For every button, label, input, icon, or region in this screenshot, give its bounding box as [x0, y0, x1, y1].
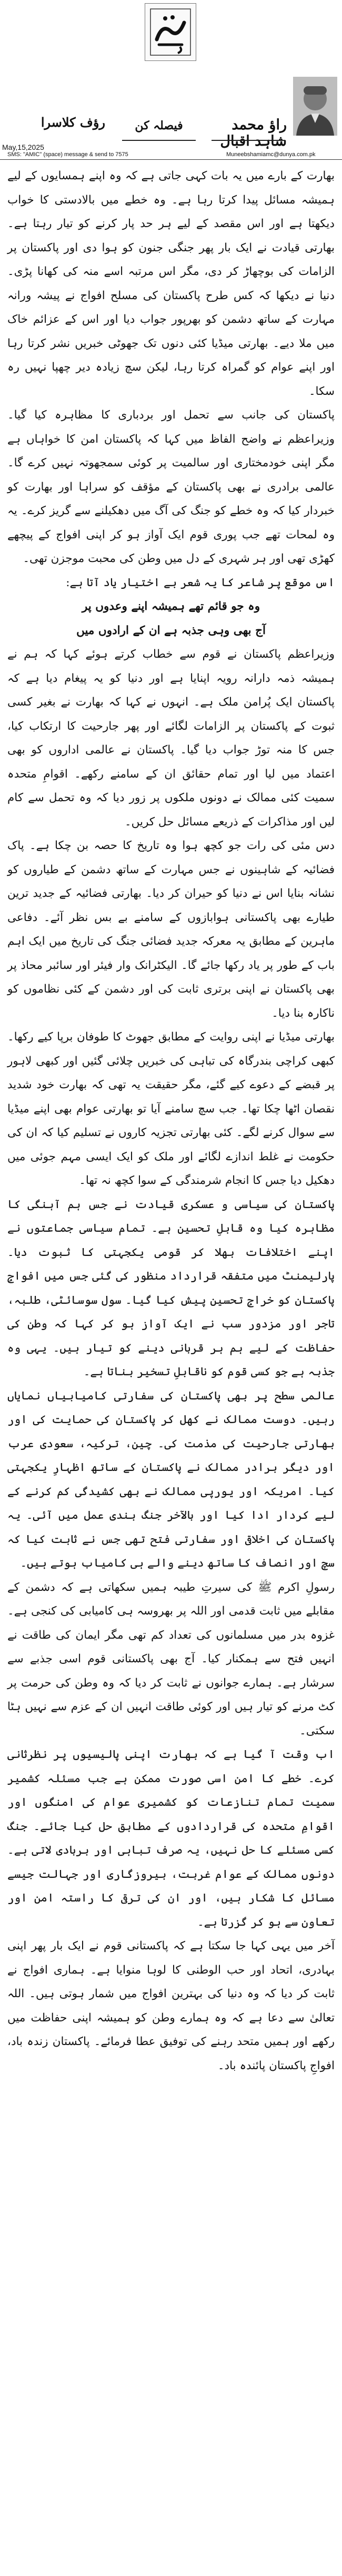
columnist-photo [293, 77, 337, 136]
title-underline [122, 140, 196, 141]
column-title: فیصلہ کن [135, 119, 183, 132]
header-divider [0, 159, 342, 160]
column-byline: راؤ محمد شاہد اقبال [220, 117, 287, 149]
paragraph: پاکستان کی سیاسی و عسکری قیادت نے جس ہم آہنگی کا مظاہرہ کیا وہ قابلِ تحسین ہے۔ تمام سیاسی جماعتوں نے اپنے اختلافات بھلا کر قومی یکجہتی کا ثبوت دیا۔ پارلیمنٹ میں متفقہ قرارداد منظور کی گئی جس میں افواجِ پاکستان کو خراجِ تحسین پیش کیا گیا۔ سول سوسائٹی، طلبہ، تاجر اور مزدور سب نے ایک آواز ہو کر کہا کہ وطن کی حفاظت کے لیے ہم ہر قربانی دینے کو تیار ہیں۔ یہی وہ جذبہ ہے جو کسی قوم کو ناقابلِ تسخیر بناتا ہے۔ [7, 1198, 335, 1378]
paragraph: پاکستان کی جانب سے تحمل اور بردباری کا مظاہرہ کیا گیا۔ وزیراعظم نے واضح الفاظ میں کہا کہ پاکستان امن کا خواہاں ہے مگر اپنی خودمختاری اور سالمیت پر کوئی سمجھوتہ نہیں کرے گا۔ عالمی برادری نے بھی پاکستان کے مؤقف کو سراہا اور بھارت کو خبردار کیا کہ وہ خطے کو جنگ کی آگ میں دھکیلنے سے گریز کرے۔ یہ وہ لمحات تھے جب پوری قوم ایک آواز ہو کر اپنی افواج کے پیچھے کھڑی تھی اور ہر شہری کے دل میں وطن کی محبت موجزن تھی۔ [7, 408, 335, 565]
paragraph: دس مئی کی رات جو کچھ ہوا وہ تاریخ کا حصہ بن چکا ہے۔ پاک فضائیہ کے شاہینوں نے جس مہارت کے ساتھ دشمن کے طیاروں کو نشانہ بنایا اس نے دنیا کو حیران کر دیا۔ بھارتی فضائیہ کے جدید ترین طیارے بھی پاکستانی ہوابازوں کے سامنے بے بس نظر آئے۔ دفاعی ماہرین کے مطابق یہ معرکہ جدید فضائی جنگ کی تاریخ میں ایک اہم باب کے طور پر یاد رکھا جائے گا۔ الیکٹرانک وار فیئر اور سائبر محاذ پر بھی پاکستان نے اپنی برتری ثابت کی اور دشمن کے کئی نظاموں کو ناکارہ بنا دیا۔ [7, 839, 335, 1020]
publish-date: May,15,2025 [2, 143, 44, 151]
poetry-line: آج بھی وہی جذبہ ہے ان کے ارادوں میں [76, 623, 266, 637]
paragraph: اس موقع پر شاعر کا یہ شعر بے اختیار یاد آتا ہے: [66, 576, 335, 589]
paragraph: عالمی سطح پر بھی پاکستان کی سفارتی کامیابیاں نمایاں رہیں۔ دوست ممالک نے کھل کر پاکستان کی حمایت کی اور بھارتی جارحیت کی مذمت کی۔ چین، ترکیہ، سعودی عرب اور دیگر برادر ممالک نے پاکستان کے ساتھ اظہارِ یکجہتی کیا۔ امریکہ اور یورپی ممالک نے بھی کشیدگی کم کرنے کے لیے کردار ادا کیا اور بالآخر جنگ بندی عمل میں آئی۔ یہ پاکستان کی اخلاقی اور سفارتی فتح تھی جس نے ثابت کیا کہ سچ اور انصاف کا ساتھ دینے والے ہی کامیاب ہوتے ہیں۔ [7, 1389, 335, 1570]
paragraph: وزیراعظم پاکستان نے قوم سے خطاب کرتے ہوئے کہا کہ ہم نے ہمیشہ ذمہ دارانہ رویہ اپنایا ہے اور دنیا کو یہ پیغام دیا ہے کہ پاکستان ایک پُرامن ملک ہے۔ انہوں نے کہا کہ بھارت نے بغیر کسی ثبوت کے پاکستان پر الزامات لگائے اور پھر جارحیت کا ارتکاب کیا، جس کا منہ توڑ جواب دیا گیا۔ پاکستان نے عالمی اداروں کو بھی اعتماد میں لیا اور تمام حقائق ان کے سامنے رکھے۔ اقوامِ متحدہ سمیت کئی ممالک نے دونوں ملکوں پر زور دیا کہ وہ تحمل سے کام لیں اور مذاکرات کے ذریعے مسائل حل کریں۔ [7, 648, 335, 829]
logo-calligraphy-icon [149, 8, 192, 56]
paragraph: اب وقت آ گیا ہے کہ بھارت اپنی پالیسیوں پر نظرثانی کرے۔ خطے کا امن اسی صورت ممکن ہے جب مسئلہ کشمیر سمیت تمام تنازعات کو کشمیری عوام کی امنگوں اور اقوامِ متحدہ کی قراردادوں کے مطابق حل کیا جائے۔ جنگ کسی مسئلے کا حل نہیں، یہ صرف تباہی اور بربادی لاتی ہے۔ دونوں ممالک کے عوام غربت، بیروزگاری اور جہالت جیسے مسائل کا شکار ہیں، اور ان کی ترقی کا راستہ امن اور تعاون سے ہو کر گزرتا ہے۔ [7, 1748, 335, 1929]
article-body [7, 164, 335, 2078]
email-address[interactable]: Muneebshamiamc@dunya.com.pk [226, 151, 316, 158]
avatar [293, 77, 337, 136]
paragraph: بھارتی میڈیا نے اپنی روایت کے مطابق جھوٹ کا طوفان برپا کیے رکھا۔ کبھی کراچی بندرگاہ کی تباہی کی خبریں چلائی گئیں اور کبھی لاہور پر قبضے کے دعوے کیے گئے، مگر حقیقت یہ تھی کہ بھارت خود شدید نقصان اٹھا چکا تھا۔ جب سچ سامنے آیا تو بھارتی عوام بھی اپنے میڈیا سے سوال کرنے لگے۔ کئی بھارتی تجزیہ کاروں نے تسلیم کیا کہ ان کی حکومت نے غلط اندازے لگائے اور ملک کو ایک ایسی مہم جوئی میں دھکیل دیا جس کا انجام شرمندگی کے سوا کچھ نہ تھا۔ [7, 1030, 335, 1187]
newspaper-logo [145, 3, 196, 61]
author-name: رؤف کلاسرا [41, 115, 105, 130]
paragraph: بھارت کے بارے میں یہ بات کہی جاتی ہے کہ وہ اپنے ہمسایوں کے لیے ہمیشہ مسائل پیدا کرتا رہا ہے۔ وہ خطے میں بالادستی کا خواب دیکھتا ہے اور اس مقصد کے لیے ہر حد پار کرنے کو تیار رہتا ہے۔ بھارتی قیادت نے ایک بار پھر جنگی جنون کو ہوا دی اور پاکستان پر الزامات کی بوچھاڑ کر دی، مگر اس مرتبہ اسے منہ کی کھانا پڑی۔ دنیا نے دیکھا کہ کس طرح پاکستان کی مسلح افواج نے پیشہ ورانہ مہارت کے ساتھ دشمن کو بھرپور جواب دیا اور اس کے عزائم خاک میں ملا دیے۔ بھارتی میڈیا کئی دنوں تک جھوٹی خبریں نشر کرتا رہا اور اپنے عوام کو گمراہ کرتا رہا، لیکن سچ زیادہ دیر چھپا نہیں رہ سکا۔ [7, 169, 335, 398]
paragraph: آخر میں یہی کہا جا سکتا ہے کہ پاکستانی قوم نے ایک بار پھر اپنی بہادری، اتحاد اور حب الوطنی کا لوہا منوایا ہے۔ ہماری افواج نے ثابت کر دیا کہ وہ دنیا کی بہترین افواج میں شمار ہوتی ہیں۔ اللہ تعالیٰ سے دعا ہے کہ وہ ہمارے وطن کو ہمیشہ اپنی حفاظت میں رکھے اور ہمیں متحد رہنے کی توفیق عطا فرمائے۔ پاکستان زندہ باد، افواجِ پاکستان پائندہ باد۔ [7, 1939, 335, 2072]
paragraph: رسولِ اکرم ﷺ کی سیرتِ طیبہ ہمیں سکھاتی ہے کہ دشمن کے مقابلے میں ثابت قدمی اور اللہ پر بھروسہ ہی کامیابی کی کنجی ہے۔ غزوہ بدر میں مسلمانوں کی تعداد کم تھی مگر ایمان کی طاقت نے انہیں فتح سے ہمکنار کیا۔ آج بھی پاکستانی قوم اسی جذبے سے سرشار ہے۔ ہمارے جوانوں نے ثابت کر دیا کہ وہ وطن کی حرمت پر کٹ مرنے کو تیار ہیں اور کوئی طاقت انہیں ان کے عزم سے نہیں ہٹا سکتی۔ [7, 1580, 335, 1737]
byline-underline [212, 140, 285, 141]
masthead [0, 0, 342, 158]
sms-info: SMS: "AMIC" (space) message & send to 7575 [7, 151, 128, 158]
poetry-line: وہ جو قائم تھے ہمیشہ اپنے وعدوں پر [82, 600, 260, 613]
